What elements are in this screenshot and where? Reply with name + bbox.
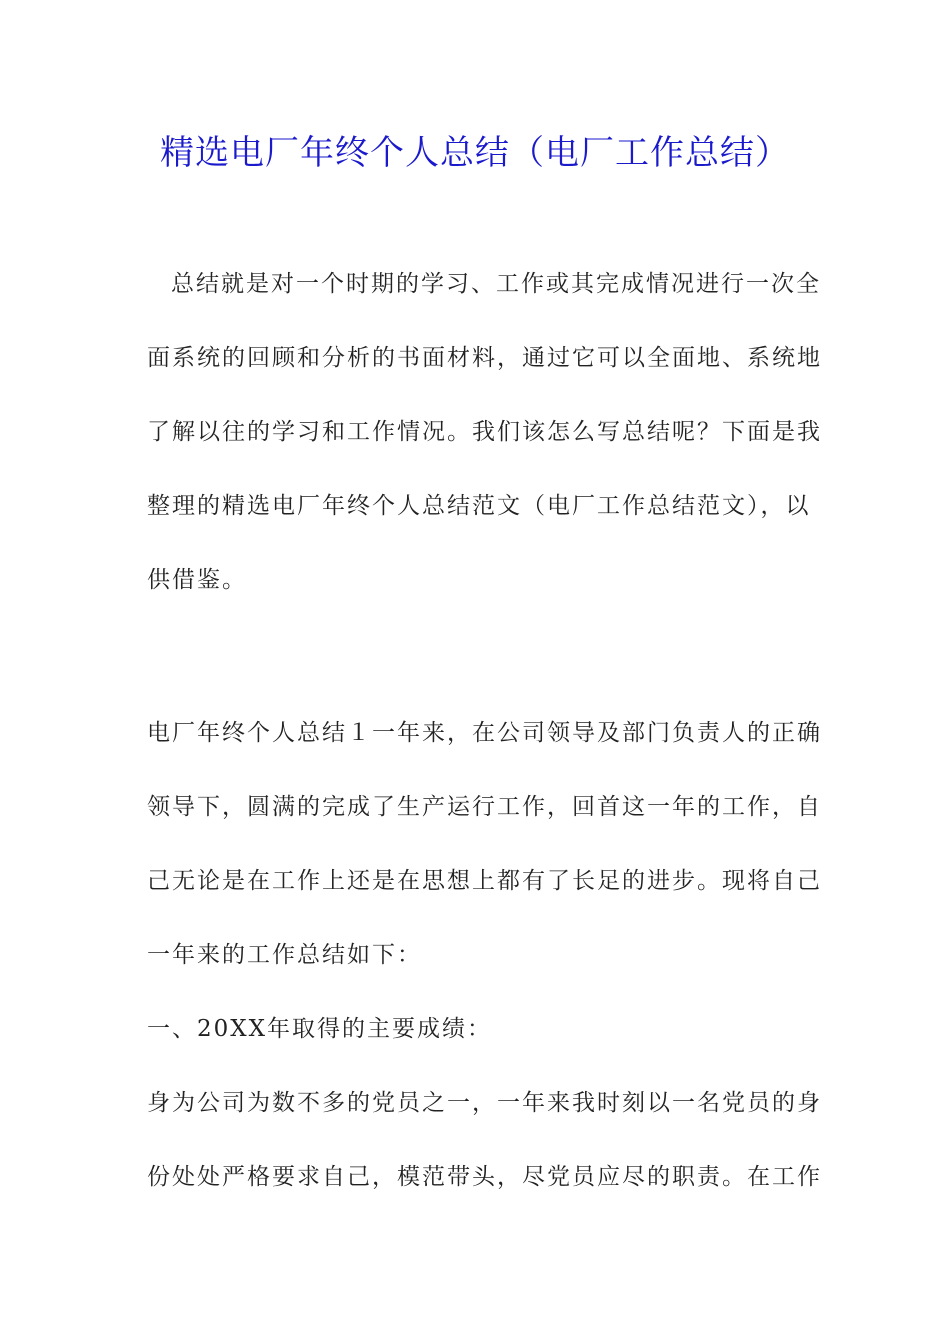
text-line: 供借鉴。 [147, 567, 247, 593]
text-line: 总结就是对一个时期的学习、工作或其完成情况进行一次全 [171, 271, 821, 297]
text-line: 面系统的回顾和分析的书面材料，通过它可以全面地、系统地 [147, 345, 822, 371]
section-heading: 一、20XX年取得的主要成绩： [147, 1016, 493, 1042]
summary-paragraph [147, 696, 822, 1214]
text-line: 份处处严格要求自己，模范带头，尽党员应尽的职责。在工作 [147, 1164, 822, 1190]
text-line: 电厂年终个人总结１一年来，在公司领导及部门负责人的正确 [147, 720, 822, 746]
text-line: 一年来的工作总结如下： [147, 942, 422, 968]
text-line: 整理的精选电厂年终个人总结范文（电厂工作总结范文），以 [147, 493, 811, 519]
text-line: 了解以往的学习和工作情况。我们该怎么写总结呢？下面是我 [147, 419, 822, 445]
document-title: 精选电厂年终个人总结（电厂工作总结） [160, 133, 790, 173]
intro-paragraph [147, 247, 822, 617]
text-line: 领导下，圆满的完成了生产运行工作，回首这一年的工作，自 [147, 794, 822, 820]
text-line: 身为公司为数不多的党员之一，一年来我时刻以一名党员的身 [147, 1090, 822, 1116]
text-line: 己无论是在工作上还是在思想上都有了长足的进步。现将自己 [147, 868, 822, 894]
